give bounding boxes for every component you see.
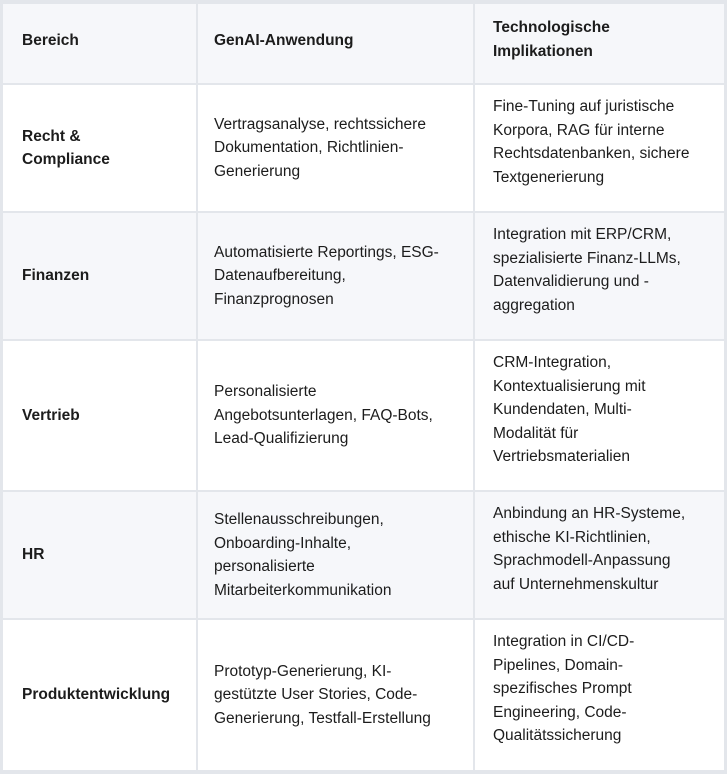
- row-finanzen-bereich: Finanzen: [3, 213, 196, 339]
- header-technologische-implikationen: Technologische Implikationen: [475, 4, 724, 83]
- header-bereich: Bereich: [3, 4, 196, 83]
- row-finanzen-implikationen: Integration mit ERP/CRM, spezialisierte Finanz-LLMs, Datenvalidierung und - aggregation: [475, 213, 724, 339]
- row-hr-anwendung: Stellenausschreibungen, Onboarding-Inhalte, personalisierte Mitarbeiterkommunikation: [198, 492, 473, 618]
- row-produktentwicklung-implikationen: Integration in CI/CD- Pipelines, Domain- spezifisches Prompt Engineering, Code- Qualitätssicherung: [475, 620, 724, 770]
- row-vertrieb-implikationen: CRM-Integration, Kontextualisierung mit Kundendaten, Multi- Modalität für Vertriebsmaterialien: [475, 341, 724, 490]
- header-genai-anwendung: GenAI-Anwendung: [198, 4, 473, 83]
- row-recht-implikationen: Fine-Tuning auf juristische Korpora, RAG für interne Rechtsdatenbanken, sichere Textgenerierung: [475, 85, 724, 211]
- row-finanzen-anwendung: Automatisierte Reportings, ESG- Datenaufbereitung, Finanzprognosen: [198, 213, 473, 339]
- row-recht-bereich: Recht & Compliance: [3, 85, 196, 211]
- row-hr-implikationen: Anbindung an HR-Systeme, ethische KI-Richtlinien, Sprachmodell-Anpassung auf Unternehmenskultur: [475, 492, 724, 618]
- row-recht-anwendung: Vertragsanalyse, rechtssichere Dokumentation, Richtlinien- Generierung: [198, 85, 473, 211]
- row-vertrieb-anwendung: Personalisierte Angebotsunterlagen, FAQ-Bots, Lead-Qualifizierung: [198, 341, 473, 490]
- row-vertrieb-bereich: Vertrieb: [3, 341, 196, 490]
- row-produktentwicklung-bereich: Produktentwicklung: [3, 620, 196, 770]
- row-hr-bereich: HR: [3, 492, 196, 618]
- row-produktentwicklung-anwendung: Prototyp-Generierung, KI- gestützte User Stories, Code- Generierung, Testfall-Erstellung: [198, 620, 473, 770]
